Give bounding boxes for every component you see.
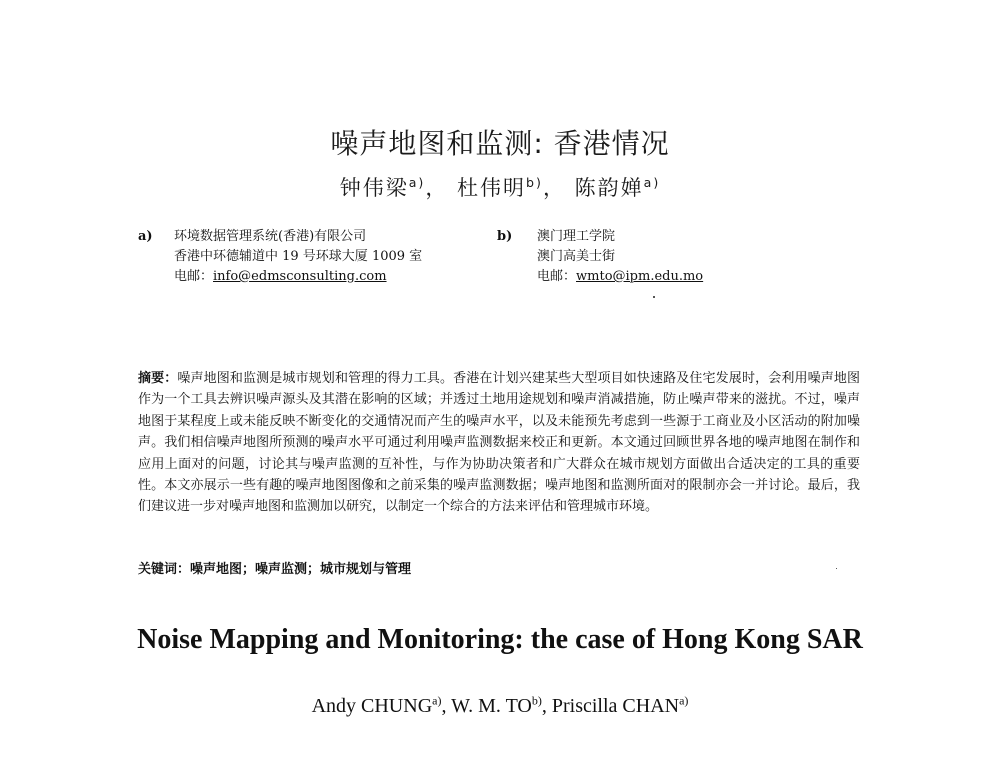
email-label: 电邮： <box>174 269 214 284</box>
author-affiliation-mark: b) <box>526 175 543 190</box>
keywords-label: 关键词： <box>138 562 191 577</box>
keyword: 噪声监测； <box>255 562 321 577</box>
keyword: 城市规划与管理 <box>320 562 412 577</box>
author-list-en <box>0 695 1000 718</box>
author-separator: , <box>541 695 552 717</box>
author-affiliation-mark: a) <box>408 175 426 190</box>
author-name: 陈韵婵 <box>574 176 644 200</box>
author-name: 杜伟明 <box>457 176 527 200</box>
affiliation-address: 香港中环德辅道中 19 号环球大厦 1009 室 <box>174 249 423 264</box>
affiliation-a <box>138 227 478 291</box>
affiliation-address: 澳门高美士街 <box>537 249 616 264</box>
author-separator: , <box>441 695 452 717</box>
abstract-label: 摘要： <box>138 371 178 386</box>
author-affiliation-mark: b) <box>531 693 542 708</box>
affiliation-tag: a) <box>138 229 153 244</box>
paper-title-cn: 噪声地图和监测: 香港情况 <box>330 127 670 160</box>
author-list-cn <box>0 172 1000 202</box>
email-label: 电邮： <box>537 269 577 284</box>
affiliation-org: 澳门理工学院 <box>537 229 616 244</box>
author-name: 钟伟梁 <box>339 176 409 200</box>
keywords <box>138 558 411 577</box>
author-affiliation-mark: a) <box>679 693 689 708</box>
email-link[interactable]: info@edmsconsulting.com <box>213 269 387 284</box>
author-name: Priscilla CHAN <box>551 695 680 717</box>
author-separator: ， <box>425 176 449 200</box>
abstract-text: 噪声地图和监测是城市规划和管理的得力工具。香港在计划兴建某些大型项目如快速路及住宅发展时，会利用噪声地图作为一个工具去辨识噪声源头及其潜在影响的区域；并透过土地用途规划和噪声消减措施，防止噪声带来的滋扰。不过，噪声地图于某程度上或未能反映不断变化的交通情况而产生的噪声水平，以及未能预先考虑到一些源于工商业及小区活动的附加噪声。我们相信噪声地图所预测的噪声水平可通过利用噪声监测数据来校正和更新。本文通过回顾世界各地的噪声地图在制作和应用上面对的问题，讨论其与噪声监测的互补性，与作为协助决策者和广大群众在城市规划方面做出合适决定的工具的重要性。本文亦展示一些有趣的噪声地图图像和之前采集的噪声监测数据；噪声地图和监测所面对的限制亦会一并讨论。最后，我们建议进一步对噪声地图和监测加以研究，以制定一个综合的方法来评估和管理城市环境。 <box>138 371 860 515</box>
author-affiliation-mark: a) <box>432 693 442 708</box>
scan-speck <box>836 568 837 569</box>
paper-title-en: Noise Mapping and Monitoring: the case of Hong Kong SAR <box>137 624 863 655</box>
author-name: Andy CHUNG <box>311 695 433 717</box>
author-separator: ， <box>542 176 566 200</box>
keyword: 噪声地图； <box>190 562 256 577</box>
email-link[interactable]: wmto@ipm.edu.mo <box>576 269 704 284</box>
affiliation-b <box>497 227 797 291</box>
abstract <box>138 368 860 518</box>
author-name: W. M. TO <box>451 695 532 717</box>
affiliation-tag: b) <box>497 229 513 244</box>
scan-speck <box>653 296 655 298</box>
affiliation-org: 环境数据管理系统(香港)有限公司 <box>174 229 367 244</box>
author-affiliation-mark: a) <box>643 175 661 190</box>
